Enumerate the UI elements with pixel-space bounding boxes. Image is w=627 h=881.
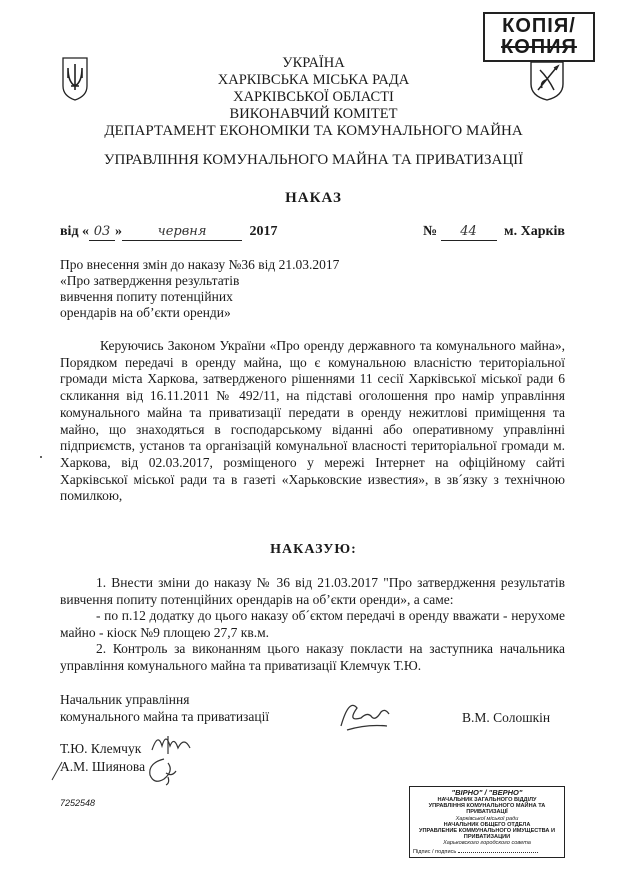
- verified-stamp-sign-label: Підпис / подпись: [413, 848, 457, 855]
- issuing-division: УПРАВЛІННЯ КОМУНАЛЬНОГО МАЙНА ТА ПРИВАТИЗАЦІЇ: [103, 152, 524, 168]
- document-title: НАКАЗ: [285, 190, 342, 206]
- subject-line: «Про затвердження результатів: [60, 273, 240, 288]
- scan-speck: [40, 456, 42, 458]
- signatory-position: [60, 691, 269, 725]
- approver-name: А.М. Шиянова: [60, 759, 146, 774]
- order-date: [60, 224, 278, 241]
- subject-line: вивчення попиту потенційних: [60, 289, 233, 304]
- order-subject: [60, 257, 339, 321]
- order-item-1: 1. Внести зміни до наказу № 36 від 21.03.2017 "Про затвердження результатів вивчення попиту потенційних орендарів на об’єкти оренди», а саме:: [60, 575, 565, 607]
- document-header: [0, 55, 627, 140]
- copy-stamp-line2: КОПИЯ: [501, 36, 577, 58]
- header-line-committee: ВИКОНАВЧИЙ КОМІТЕТ: [229, 106, 398, 122]
- signatory-position-line: комунального майна та приватизації: [60, 709, 270, 724]
- header-line-region: ХАРКІВСЬКОЇ ОБЛАСТІ: [233, 89, 394, 105]
- header-line-council: ХАРКІВСЬКА МІСЬКА РАДА: [217, 72, 410, 88]
- order-keyword: НАКАЗУЮ:: [270, 542, 357, 557]
- date-month: червня: [122, 226, 242, 241]
- date-year: 2017: [249, 224, 278, 239]
- verified-copy-stamp: [409, 786, 565, 858]
- date-mid: »: [115, 224, 123, 239]
- signatory-name: В.М. Солошкін: [462, 710, 551, 725]
- verified-stamp-line: Харківської міської ради: [455, 815, 519, 822]
- subject-line: Про внесення змін до наказу №36 від 21.03.2017: [60, 257, 340, 272]
- margin-stroke: [48, 760, 68, 782]
- verified-stamp-sign-field: [458, 852, 538, 853]
- subject-line: орендарів на об’єкти оренди»: [60, 305, 231, 320]
- verified-stamp-line: УПРАВЛЕНИЕ КОММУНАЛЬНОГО ИМУЩЕСТВА И ПРИВАТИЗАЦИИ: [418, 828, 555, 841]
- copy-stamp-line1: КОПІЯ/: [502, 15, 576, 37]
- preamble-paragraph: Керуючись Законом України «Про оренду державного та комунального майна», Порядком передачі в оренду майна, що є комунальною власністю територіальної громади міста Харкова, затвердженого рішеннями 11 сесії Харківської міської ради 6 скликання від 16.11.2011 № 492/11, на підставі оголошення про намір управління комунального майна та приватизації передати в оренду нежитлові приміщення та майно, що знаходяться в господарському віданні або оперативному управлінні підприємств, установ та організацій комунальної власності територіальної громади м. Харкова, від 02.03.2017, розміщеного у мережі Інтернет на офіційному сайті Харківської міської ради та в газеті «Харьковские известия», в зв´язку з технічною помилкою,: [60, 338, 565, 504]
- verified-stamp-line: Харьковского городского совета: [443, 840, 531, 847]
- date-day: 03: [89, 226, 115, 241]
- order-item-2: 2. Контроль за виконанням цього наказу покласти на заступника начальника управління комунального майна та приватизації Клемчук Т.Ю.: [60, 641, 565, 673]
- order-number: [423, 224, 565, 241]
- document-number: 7252548: [60, 798, 96, 808]
- order-items: [60, 575, 565, 674]
- approvers-list: [60, 740, 145, 776]
- verified-stamp-line: НАЧАЛЬНИК ОБЩЕГО ОТДЕЛА: [443, 821, 531, 828]
- number-value: 44: [441, 226, 497, 241]
- approver-name: Т.Ю. Клемчук: [60, 741, 142, 756]
- header-line-country: УКРАЇНА: [282, 55, 345, 71]
- approver-signature-1: [148, 730, 198, 758]
- signatory-position-line: Начальник управління: [60, 692, 190, 707]
- order-item-1-detail: - по п.12 додатку до цього наказу об´єктом передачі в оренду вважати - нерухоме майно - кіоск №9 площею 27,7 кв.м.: [60, 608, 565, 640]
- order-city: м. Харків: [504, 224, 565, 239]
- verified-stamp-line: УПРАВЛІННЯ КОМУНАЛЬНОГО МАЙНА ТА ПРИВАТИЗАЦІЇ: [428, 803, 546, 816]
- verified-stamp-sign-line: [413, 849, 561, 855]
- number-prefix: №: [422, 224, 438, 239]
- verified-stamp-line: НАЧАЛЬНИК ЗАГАЛЬНОГО ВІДДІЛУ: [437, 797, 537, 803]
- approver-signature-2: [144, 755, 184, 787]
- header-line-department: ДЕПАРТАМЕНТ ЕКОНОМІКИ ТА КОМУНАЛЬНОГО МАЙНА: [104, 123, 523, 139]
- verified-stamp-title: "ВІРНО" / "ВЕРНО": [451, 788, 523, 797]
- date-prefix: від «: [60, 224, 90, 239]
- head-signature: [335, 696, 395, 736]
